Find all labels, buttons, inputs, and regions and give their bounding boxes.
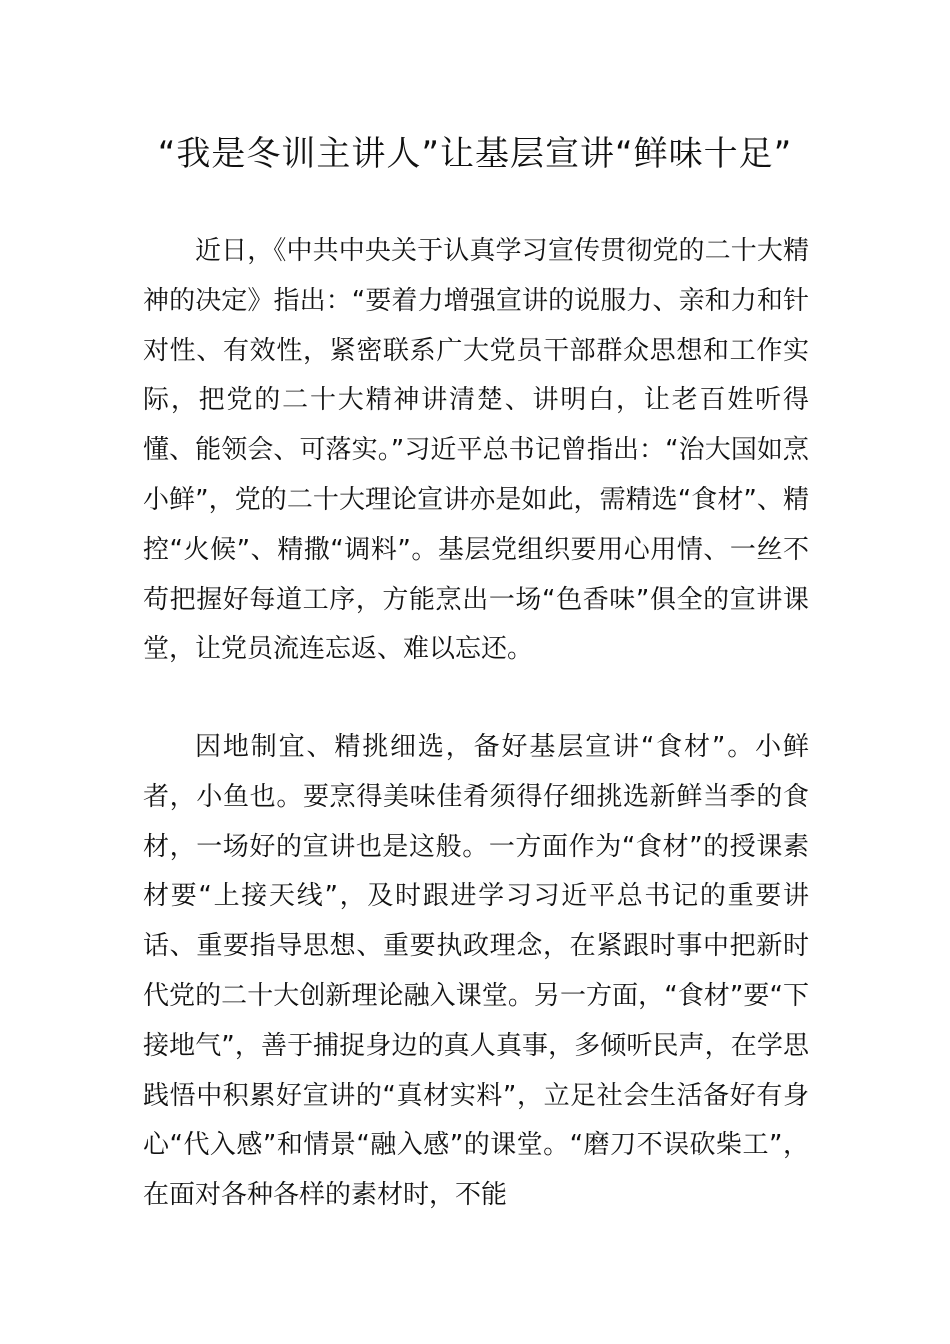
paragraph-ingredients: 因地制宜、精挑细选，备好基层宣讲“食材”。小鲜者，小鱼也。要烹得美味佳肴须得仔细挑选新鲜当季的食材，一场好的宣讲也是这般。一方面作为“食材”的授课素材要“上接天线”，及时跟进学习习近平总书记的重要讲话、重要指导思想、重要执政理念，在紧跟时事中把新时代党的二十大创新理论融入课堂。另一方面，“食材”要“下接地气”，善于捕捉身边的真人真事，多倾听民声，在学思践悟中积累好宣讲的“真材实料”，立足社会生活备好有身心“代入感”和情景“融入感”的课堂。“磨刀不误砍柴工”，在面对各种各样的素材时，不能 (143, 732, 809, 1211)
document-title: “我是冬训主讲人”让基层宣讲“鲜味十足” (157, 134, 793, 174)
paragraph-intro: 近日，《中共中央关于认真学习宣传贯彻党的二十大精神的决定》指出：“要着力增强宣讲的说服力、亲和力和针对性、有效性，紧密联系广大党员干部群众思想和工作实际，把党的二十大精神讲清楚、讲明白，让老百姓听得懂、能领会、可落实。”习近平总书记曾指出：“治大国如烹小鲜”，党的二十大理论宣讲亦是如此，需精选“食材”、精控“火候”、精撒“调料”。基层党组织要用心用情、一丝不苟把握好每道工序，方能烹出一场“色香味”俱全的宣讲课堂，让党员流连忘返、难以忘还。 (143, 236, 809, 665)
